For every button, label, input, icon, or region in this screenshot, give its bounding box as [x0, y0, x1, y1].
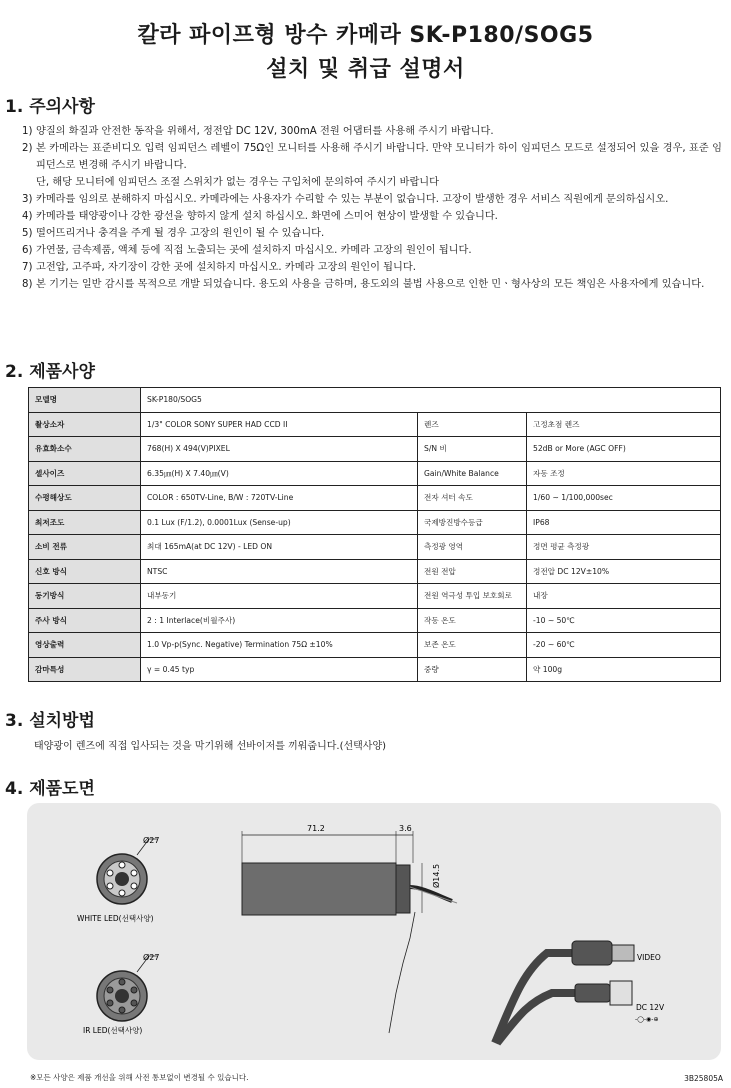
- caution-item: [22, 140, 722, 174]
- caution-num: 6): [22, 245, 33, 256]
- spec-value: IP68: [527, 510, 721, 535]
- spec-label: 소비 전류: [29, 535, 141, 560]
- caution-item: [22, 174, 722, 191]
- caution-text: 가연물, 금속제품, 액체 등에 직접 노출되는 곳에 설치하지 마십시오. 카메라 고장의 원인이 됩니다.: [36, 245, 472, 256]
- spec-label: 유효화소수: [29, 437, 141, 462]
- doc-title-line2: 설치 및 취급 설명서: [266, 57, 465, 82]
- table-row: [29, 657, 721, 682]
- spec-value: 0.1 Lux (F/1.2), 0.0001Lux (Sense-up): [141, 510, 418, 535]
- cable-assembly: [495, 941, 634, 1043]
- caution-text: 떨어뜨리거나 충격을 주게 될 경우 고장의 원인이 될 수 있습니다.: [36, 228, 325, 239]
- white-led-label: WHITE LED(선택사양): [77, 914, 154, 923]
- caution-num: 4): [22, 211, 33, 222]
- spec-value: SK-P180/SOG5: [141, 388, 721, 413]
- spec-label: 셀사이즈: [29, 461, 141, 486]
- spec-value: 2 : 1 Interlace(비월주사): [141, 608, 418, 633]
- section-caution-heading: 1. 주의사항: [5, 97, 95, 117]
- table-row: [29, 388, 721, 413]
- spec-label: 측정광 영역: [418, 535, 527, 560]
- spec-value: 52dB or More (AGC OFF): [527, 437, 721, 462]
- table-row: [29, 461, 721, 486]
- spec-value: 1.0 Vp-p(Sync. Negative) Termination 75Ω ±10%: [141, 633, 418, 658]
- spec-label: 모델명: [29, 388, 141, 413]
- spec-label: 렌즈: [418, 412, 527, 437]
- table-row: [29, 437, 721, 462]
- table-row: [29, 559, 721, 584]
- caution-item: [22, 191, 722, 208]
- spec-label: 감마특성: [29, 657, 141, 682]
- install-text: 태양광이 렌즈에 직접 입사되는 것을 막기위해 선바이저를 끼워줍니다.(선택사양): [34, 741, 387, 752]
- spec-value: 정전압 DC 12V±10%: [527, 559, 721, 584]
- caution-text: 양질의 화질과 안전한 동작을 위해서, 정전압 DC 12V, 300mA 전원 어댑터를 사용해 주시기 바랍니다.: [36, 126, 494, 137]
- table-row: [29, 608, 721, 633]
- caution-text: 본 기기는 일반 감시를 목적으로 개발 되었습니다. 용도외 사용을 금하며, 용도외의 불법 사용으로 인한 민ㆍ형사상의 모든 책임은 사용자에게 있습니다.: [36, 279, 705, 290]
- spec-label: 수평해상도: [29, 486, 141, 511]
- caution-item: [22, 276, 722, 293]
- spec-label: 영상출력: [29, 633, 141, 658]
- footnote: ※모든 사양은 제품 개선을 위해 사전 통보없이 변경될 수 있습니다.: [30, 1073, 249, 1082]
- spec-label: 중량: [418, 657, 527, 682]
- table-row: [29, 510, 721, 535]
- spec-label: 보존 온도: [418, 633, 527, 658]
- spec-label: 주사 방식: [29, 608, 141, 633]
- dim-cap-label: 3.6: [399, 824, 412, 833]
- caution-item: [22, 242, 722, 259]
- dim-length-label: 71.2: [307, 824, 325, 833]
- spec-label: 최저조도: [29, 510, 141, 535]
- caution-text: 단, 해당 모니터에 임피던스 조절 스위치가 없는 경우는 구입처에 문의하여 주시기 바랍니다: [36, 177, 439, 188]
- caution-num: 3): [22, 194, 33, 205]
- spec-value: γ = 0.45 typ: [141, 657, 418, 682]
- video-label: VIDEO: [637, 953, 661, 962]
- drawing-svg: [27, 803, 721, 1060]
- spec-label: 신호 방식: [29, 559, 141, 584]
- ir-led-front-view: [97, 956, 157, 1021]
- dia-top-label: Ø27: [143, 836, 160, 845]
- spec-label: 전원 역극성 투입 보호회로: [418, 584, 527, 609]
- spec-label: 작동 온도: [418, 608, 527, 633]
- table-row: [29, 633, 721, 658]
- table-row: [29, 584, 721, 609]
- ir-led-label: IR LED(선택사양): [83, 1026, 143, 1035]
- spec-value: 약 100g: [527, 657, 721, 682]
- caution-text: 고전압, 고주파, 자기장이 강한 곳에 설치하지 마십시오. 카메라 고장의 원인이 됩니다.: [36, 262, 416, 273]
- spec-value: 내장: [527, 584, 721, 609]
- polarity-label: -◯-◉-⊕: [635, 1016, 659, 1023]
- caution-item: [22, 259, 722, 276]
- caution-text: 카메라를 임의로 분해하지 마십시오. 카메라에는 사용자가 수리할 수 있는 부분이 없습니다. 고장이 발생한 경우 서비스 직원에게 문의하십시오.: [36, 194, 669, 205]
- doc-title-line1: 칼라 파이프형 방수 카메라 SK-P180/SOG5: [137, 23, 594, 48]
- caution-num: 1): [22, 126, 33, 137]
- table-row: [29, 486, 721, 511]
- table-row: [29, 535, 721, 560]
- spec-value: 1/60 ~ 1/100,000sec: [527, 486, 721, 511]
- spec-value: 최대 165mA(at DC 12V) - LED ON: [141, 535, 418, 560]
- caution-item: [22, 208, 722, 225]
- caution-num: 8): [22, 279, 33, 290]
- spec-label: 전자 셔터 속도: [418, 486, 527, 511]
- spec-value: -20 ~ 60℃: [527, 633, 721, 658]
- white-led-front-view: [97, 839, 157, 904]
- spec-label: 촬상소자: [29, 412, 141, 437]
- caution-item: [22, 225, 722, 242]
- dc-label: DC 12V: [636, 1003, 665, 1012]
- camera-side-view: [242, 831, 457, 1033]
- caution-num: 5): [22, 228, 33, 239]
- product-drawing: [27, 803, 721, 1060]
- table-row: [29, 412, 721, 437]
- spec-value: NTSC: [141, 559, 418, 584]
- section-install-heading: 3. 설치방법: [5, 711, 95, 731]
- dim-dia-label: Ø14.5: [432, 863, 441, 888]
- spec-value: 고정초점 렌즈: [527, 412, 721, 437]
- spec-value: 768(H) X 494(V)PIXEL: [141, 437, 418, 462]
- spec-value: 내부동기: [141, 584, 418, 609]
- spec-label: Gain/White Balance: [418, 461, 527, 486]
- doc-code: 3B25805A: [684, 1074, 723, 1083]
- caution-item: [22, 123, 722, 140]
- spec-label: 동기방식: [29, 584, 141, 609]
- spec-value: -10 ~ 50℃: [527, 608, 721, 633]
- caution-text: 카메라를 태양광이나 강한 광선을 향하지 않게 설치 하십시오. 화면에 스미어 현상이 발생할 수 있습니다.: [36, 211, 498, 222]
- spec-value: 6.35㎛(H) X 7.40㎛(V): [141, 461, 418, 486]
- spec-value: 자동 조정: [527, 461, 721, 486]
- spec-value: 정면 평균 측정광: [527, 535, 721, 560]
- caution-text: 본 카메라는 표준비디오 입력 임피던스 레벨이 75Ω인 모니터를 사용해 주시기 바랍니다. 만약 모니터가 하이 임피던스 모드로 설정되어 있을 경우, 표준 임피던스로 변경해 주시기 바랍니다.: [36, 143, 722, 171]
- dia-bottom-label: Ø27: [143, 953, 160, 962]
- section-drawing-heading: 4. 제품도면: [5, 779, 95, 799]
- spec-value: 1/3" COLOR SONY SUPER HAD CCD II: [141, 412, 418, 437]
- spec-label: 국제방진방수등급: [418, 510, 527, 535]
- section-spec-heading: 2. 제품사양: [5, 362, 95, 382]
- spec-label: 전원 전압: [418, 559, 527, 584]
- spec-table: [28, 387, 721, 682]
- caution-num: 2): [22, 143, 33, 154]
- caution-list: [22, 123, 722, 293]
- caution-num: 7): [22, 262, 33, 273]
- spec-label: S/N 비: [418, 437, 527, 462]
- spec-value: COLOR : 650TV-Line, B/W : 720TV-Line: [141, 486, 418, 511]
